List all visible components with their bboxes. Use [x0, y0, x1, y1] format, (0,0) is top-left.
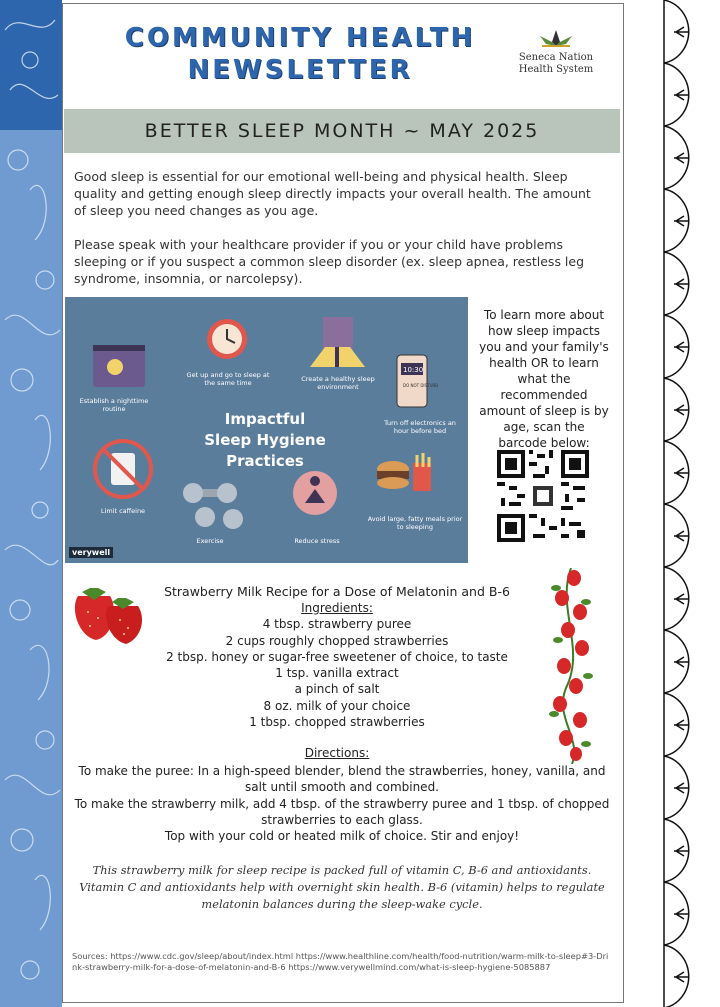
ingredients-heading: Ingredients:: [301, 601, 373, 615]
label-stress: Reduce stress: [294, 537, 340, 545]
label-routine: Establish a nighttime routine: [79, 397, 149, 413]
leaf-icon: [674, 846, 688, 856]
newsletter-title: [70, 22, 530, 86]
calendar-icon: [93, 345, 145, 387]
label-same-time: Get up and go to sleep at the same time: [186, 371, 270, 387]
coffee-cup-icon: [95, 441, 151, 497]
intro-paragraph-2: Please speak with your healthcare provider if you or your child have problems sleeping or if you suspect a common sleep disorder (ex. sleep apnea, restless leg syndrome, insomnia, or narcolepsy).: [74, 237, 585, 286]
recipe-note: This strawberry milk for sleep recipe is packed full of vitamin C, B-6 and antioxidants. Vitamin C and antioxidants help with overnight skin health. B-6 (vitamin) helps to regulate melatonin balances during the sleep-wake cycle.: [79, 863, 605, 911]
leaf-icon: [674, 531, 688, 541]
directions-heading: Directions:: [304, 746, 370, 760]
title-line-2: NEWSLETTER: [187, 55, 413, 85]
month-banner: [64, 109, 620, 153]
leaf-icon: [674, 342, 688, 352]
leaf-icon: [674, 405, 688, 415]
leaf-icon: [674, 657, 688, 667]
logo-text-line-2: Health System: [518, 64, 594, 75]
dumbbell-icon: [183, 483, 243, 529]
lotus-icon: [536, 28, 576, 48]
label-meals: Avoid large, fatty meals prior to sleeping: [367, 515, 463, 531]
banner-text: BETTER SLEEP MONTH ~ MAY 2025: [144, 120, 540, 142]
leaf-icon: [674, 279, 688, 289]
verywell-brand: verywell: [69, 547, 113, 558]
ingredient-item: a pinch of salt: [294, 682, 380, 697]
ingredients-list: [150, 600, 524, 730]
leaf-icon: [674, 27, 688, 37]
health-system-logo: [506, 28, 606, 76]
ingredient-item: 8 oz. milk of your choice: [263, 698, 411, 713]
direction-step: Top with your cold or heated milk of choice. Stir and enjoy!: [164, 829, 520, 844]
infographic-title-line-2: Sleep Hygiene Practices: [204, 431, 326, 470]
ingredient-item: 1 tbsp. chopped strawberries: [249, 715, 425, 730]
recipe-title: Strawberry Milk Recipe for a Dose of Melatonin and B-6: [164, 584, 510, 599]
infographic-title: [165, 409, 365, 472]
qr-code[interactable]: [497, 450, 589, 542]
label-caffeine: Limit caffeine: [100, 507, 146, 515]
leaf-icon: [674, 216, 688, 226]
title-line-1: COMMUNITY HEALTH: [124, 23, 476, 53]
leaf-icon: [674, 783, 688, 793]
label-environment: Create a healthy sleep environment: [301, 375, 375, 391]
leaf-icon: [674, 972, 688, 982]
floral-pattern: [0, 0, 62, 1007]
infographic-title-line-1: Impactful: [224, 410, 306, 428]
leaf-icon: [674, 468, 688, 478]
label-exercise: Exercise: [196, 537, 224, 545]
label-electronics: Turn off electronics an hour before bed: [384, 419, 456, 435]
leaf-icon: [674, 153, 688, 163]
fast-food-icon: [377, 453, 431, 491]
phone-icon: [397, 355, 427, 407]
leaf-icon: [674, 720, 688, 730]
leaf-icon: [674, 594, 688, 604]
direction-step: To make the puree: In a high-speed blender, blend the strawberries, honey, vanilla, and salt until smooth and combined.: [78, 764, 606, 795]
directions-list: [72, 763, 612, 844]
decorative-sidebar: [0, 0, 62, 1007]
ingredient-item: 1 tsp. vanilla extract: [275, 666, 399, 681]
meditation-icon: [293, 471, 337, 515]
ingredient-item: 2 cups roughly chopped strawberries: [225, 633, 449, 648]
sources-text: Sources: https://www.cdc.gov/sleep/about/index.html https://www.healthline.com/health/food-nutrition/warm-milk-to-sleep#3-Drink-strawberry-milk-for-a-dose-of-melatonin-and-B-6 https://www.verywellmind.com/what-is-sleep-hygiene-5085887: [72, 951, 609, 972]
lamp-icon: [310, 317, 365, 367]
intro-paragraph-1: Good sleep is essential for our emotional well-being and physical health. Sleep quality and getting enough sleep directly impacts your overall health. The amount of sleep you need changes as you age.: [74, 169, 591, 218]
intro-section: [74, 168, 594, 304]
qr-instruction-text: To learn more about how sleep impacts you and your family's health OR to learn what the recommended amount of sleep is by age, scan the barcode below:: [479, 308, 609, 450]
leaf-icon: [674, 909, 688, 919]
direction-step: To make the strawberry milk, add 4 tbsp. of the strawberry puree and 1 tbsp. of chopped strawberries to each glass.: [74, 796, 610, 827]
alarm-clock-icon: [207, 319, 247, 359]
decorative-right-border: [630, 0, 720, 1007]
ingredient-item: 2 tbsp. honey or sugar-free sweetener of choice, to taste: [166, 649, 508, 664]
phone-text: DO NOT DISTURB: [403, 383, 439, 388]
leaf-icon: [674, 90, 688, 100]
phone-time: 10:30: [403, 366, 424, 374]
sleep-hygiene-infographic: [65, 297, 468, 563]
logo-text-line-1: Seneca Nation: [518, 52, 594, 63]
ingredient-item: 4 tbsp. strawberry puree: [262, 617, 412, 632]
strawberry-vine-image: [546, 568, 596, 764]
